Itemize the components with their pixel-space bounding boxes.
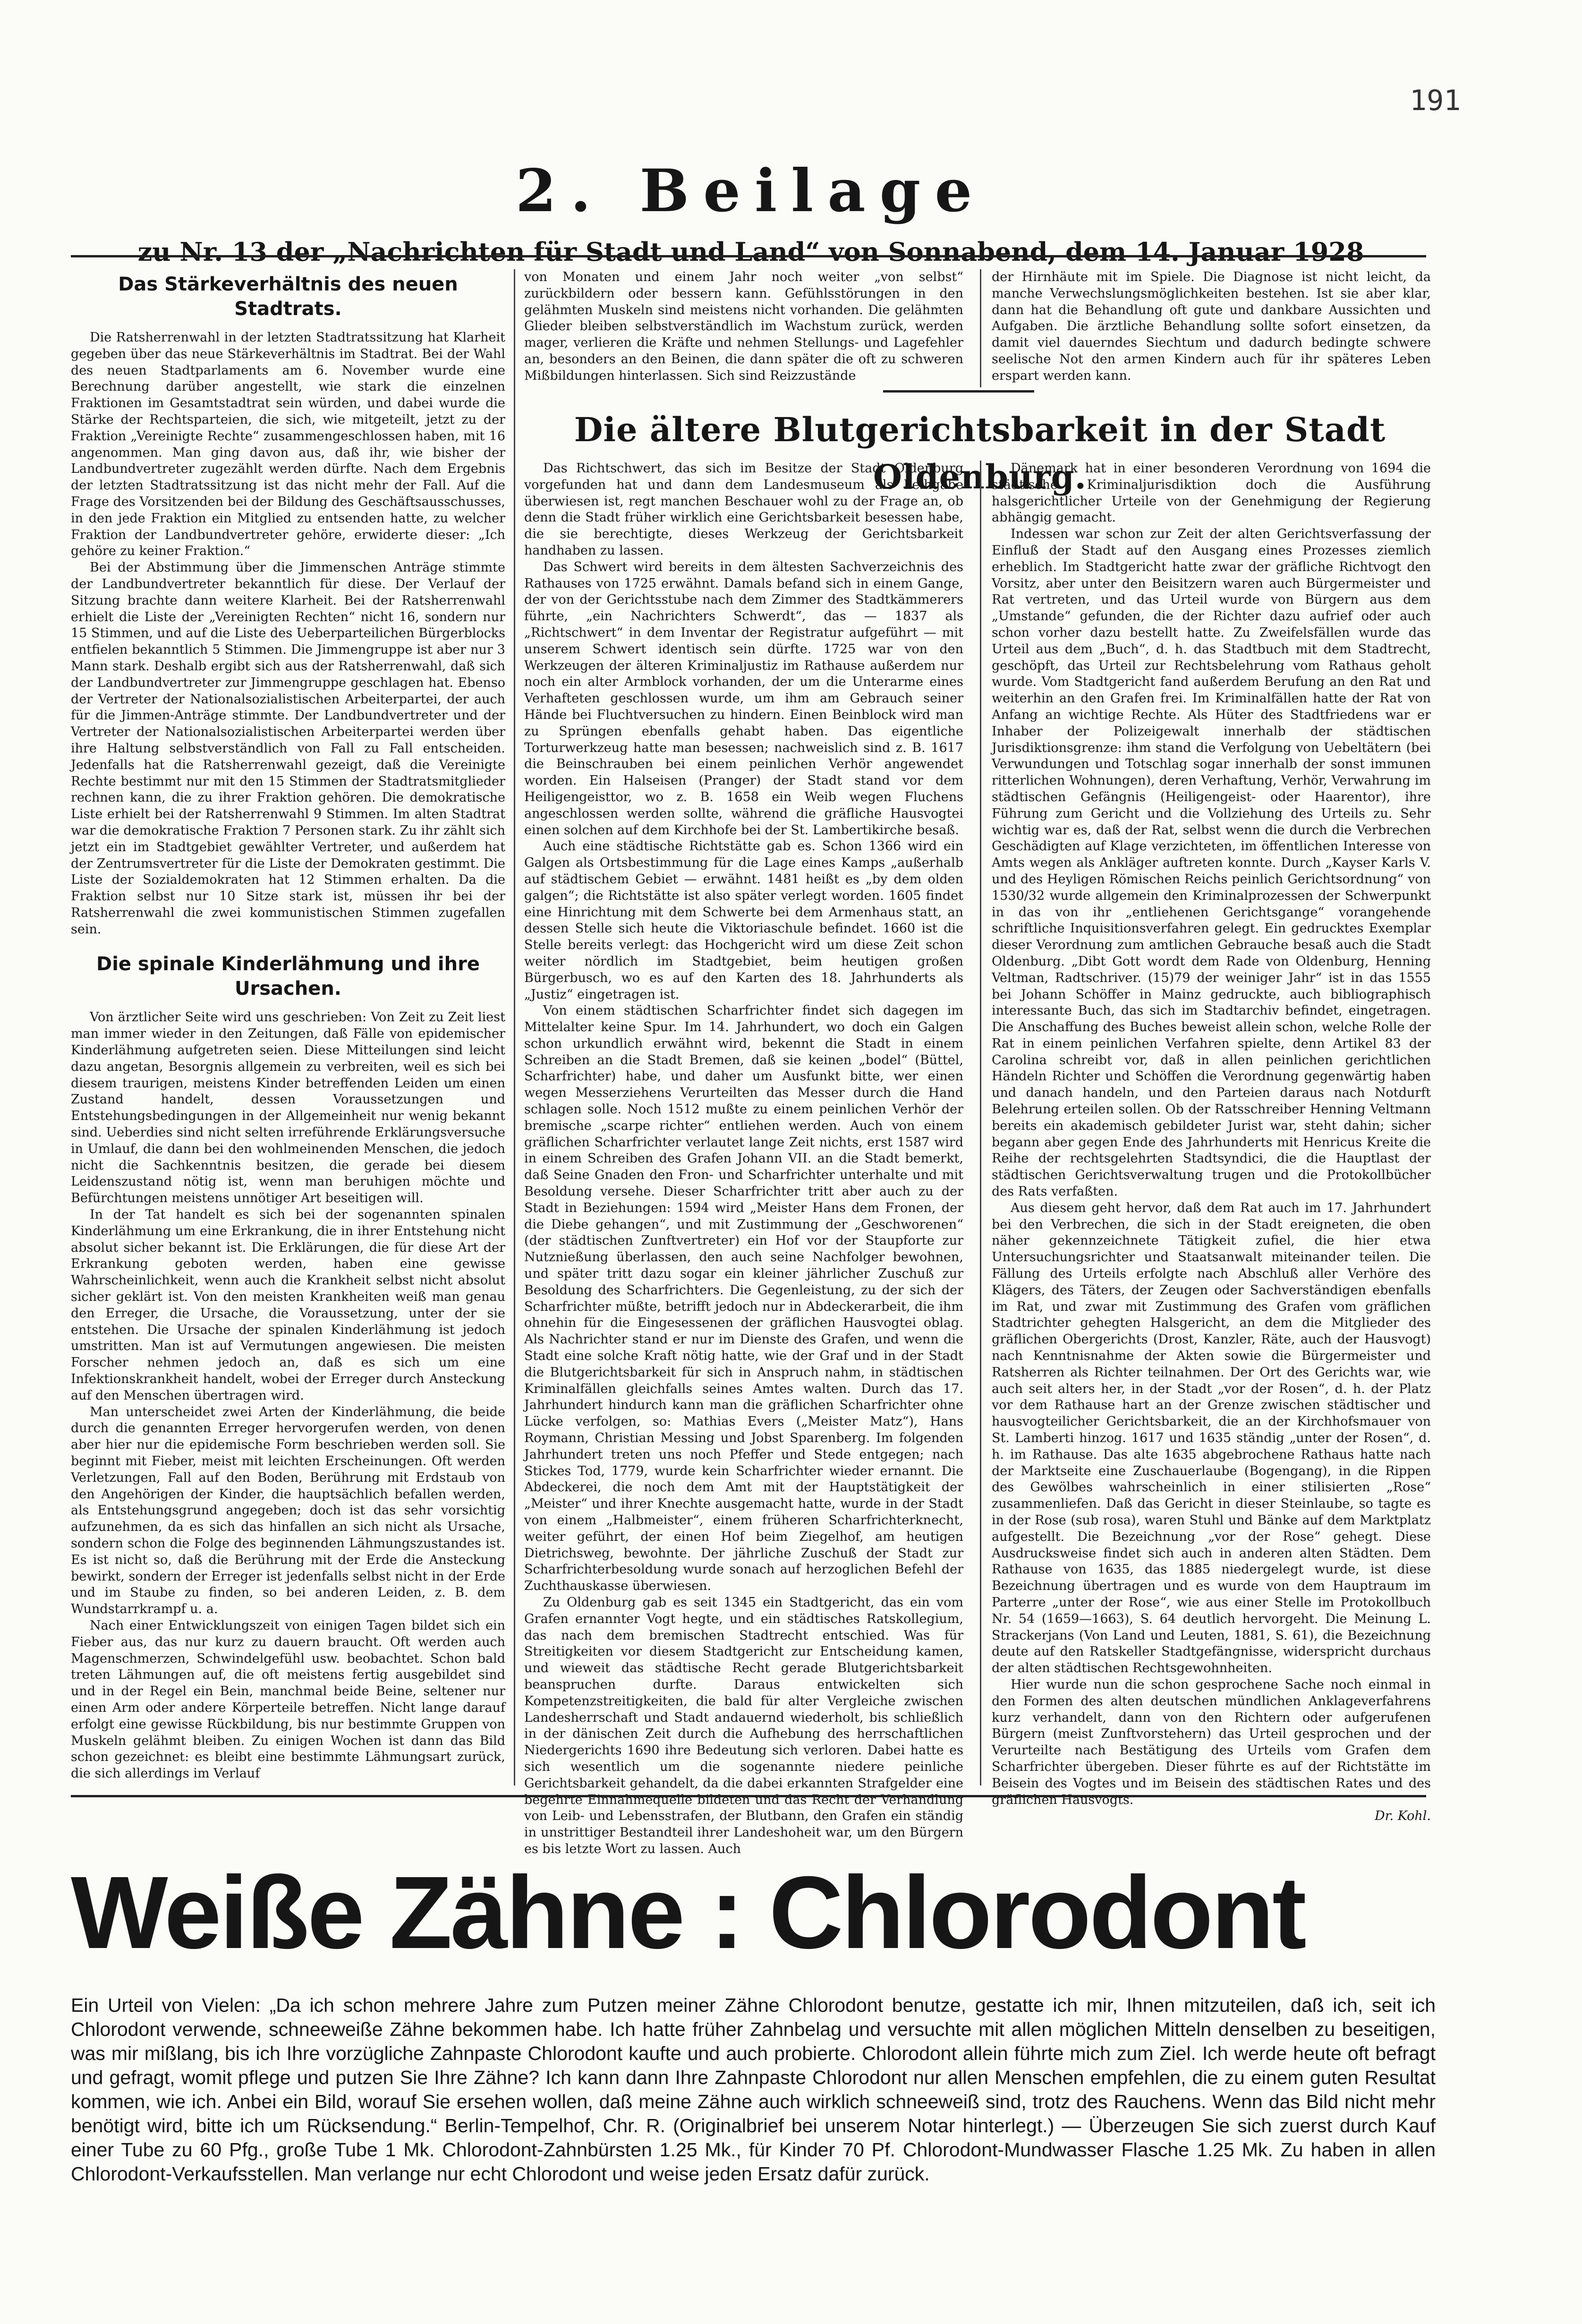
supplement-subtitle: zu Nr. 13 der „Nachrichten für Stadt und Land“ von Sonnabend, dem 14. Januar 1928 (137, 237, 1364, 267)
article-title-stadtrat: Das Stärkeverhältnis des neuen Stadtrats. (118, 273, 458, 320)
paragraph: Das Richtschwert, das sich im Besitze der Stadt Oldenburg vorgefunden hat und dann dem Landesmuseum als Leihgabe überwiesen ist, regt manchen Beschauer wohl zu der Frage an, ob denn die Stadt früher wirklich eine Gerichtsbarkeit besessen habe, die sie berechtigte, dieses Werkzeug der Gerichtsbarkeit handhaben zu lassen. (524, 461, 963, 558)
paragraph: Zu Oldenburg gab es seit 1345 ein Stadtgericht, das ein vom Grafen ernannter Vogt hegte, und ein städtisches Ratskollegium, das nach dem bremischen Stadtrecht entschied. Was für Streitigkeiten vor diesem Stadtgericht zur Entscheidung kamen, und wieweit das städtische Recht gerade Blutgerichtsbarkeit beanspruchen durfte. Daraus entwickelten sich Kompetenzstreitigkeiten, die bald für alter Vergleiche zwischen Landesherrschaft und Stadt andauernd wiederholt, bis schließlich in der dänischen Zeit durch die Aufhebung des herrschaftlichen Niedergerichts 1690 ihre Bedeutung sich verloren. Dabei hatte es sich wesentlich um die sogenannte niedere peinliche Gerichtsbarkeit gehandelt, da die dabei erkannten Strafgelder eine begehrte Einnahmequelle bildeten und das Recht der Verhandlung von Leib- und Lebensstrafen, der Blutbann, den Grafen ein ständig in unstrittiger Bestandteil ihrer Landeshoheit war, um den Bürgern es bis letzte Wort zu lassen. Auch (524, 1595, 963, 1856)
masthead (71, 156, 1431, 268)
paragraph: von Monaten und einem Jahr noch weiter „von selbst“ zurückbildern oder bessern kann. Gefühlsstörungen in den gelähmten Muskeln sind meistens nicht vorhanden. Die gelähmten Glieder bleiben selbstverständlich im Wachstum zurück, werden mager, verlieren die Kräfte und nehmen Stellungs- und Lagefehler an, besonders an den Beinen, die dann später die oft zu schweren Mißbildungen hinterlassen. Sich sind Reizzustände (524, 270, 963, 383)
page-number: 191 (1410, 84, 1461, 117)
ad-headline: Weiße Zähne : Chlorodont (71, 1855, 1305, 1970)
column-blutgericht-1 (524, 461, 963, 1856)
column-divider (514, 269, 515, 1786)
paragraph: Hier wurde nun die schon gesprochene Sache noch einmal in den Formen des alten deutschen mündlichen Anklageverfahrens kurz verhandelt, dann von den Richtern oder aufgerufenen Bürgern (meist Zunftvorstehern) das Urteil gesprochen und der Verurteilte nach Bestätigung des Urteils vom Grafen dem Scharfrichter übergeben. Dieser führte es auf der Richtstätte im Beisein des Vogtes und im Beisein des städtischen Rates und des gräflichen Hausvogts. (992, 1677, 1431, 1807)
advertisement-rule (71, 1795, 1426, 1797)
paragraph: Auch eine städtische Richtstätte gab es. Schon 1366 wird ein Galgen als Ortsbestimmung für die Lage eines Kamps „außerhalb auf städtischem Gebiet — erwähnt. 1481 heißt es „by dem olden galgen“; die Richtstätte ist also später verlegt worden. 1605 findet eine Hinrichtung mit dem Schwerte bei dem Armenhaus statt, an dessen Stelle sich heute die Viktoriaschule befindet. 1660 ist die Stelle bereits verlegt: das Hochgericht wird um diese Zeit schon weiter nördlich im Stadtgebiet, beim heutigen großen Bürgerbusch, wo es auf den Karten des 18. Jahrhunderts als „Justiz“ eingetragen ist. (524, 839, 963, 1002)
paragraph: Von einem städtischen Scharfrichter findet sich dagegen im Mittelalter keine Spur. Im 14. Jahrhundert, wo doch ein Galgen schon urkundlich erwähnt wird, bekennt die Stadt in einem Schreiben an die Stadt Bremen, daß sie keinen „bodel“ (Büttel, Scharfrichter) habe, und daher um Ausfunkt bitte, wer einen wegen Messerziehens Verurteilten das Messer durch die Hand schlagen solle. Noch 1512 mußte zu einem peinlichen Verhör der bremische „scarpe richter“ entliehen werden. Auch von einem gräflichen Scharfrichter verlautet lange Zeit nichts, erst 1587 wird in einem Schreiben des Grafen Johann VII. an die Stadt bemerkt, daß Seine Gnaden den Fron- und Scharfrichter unterhalte und mit Besoldung versehe. Dieser Scharfrichter tritt aber auch zu der Stadt in Beziehungen: 1594 wird „Meister Hans dem Fronen, der die Diebe gehangen“, und mit Zustimmung der „Geschworenen“ (der städtischen Zunftvertreter) ein Hof vor der Staupforte zur Nutznießung überlassen, den auch seine Nachfolger bewohnen, und später tritt dazu sogar ein kleiner jährlicher Zuschuß zur Besoldung des Scharfrichters. Die Gegenleistung, zu der sich der Scharfrichter müßte, betrifft jedoch nur in Abdeckerarbeit, die ihm ohnehin für die Eingesessenen der gräflichen Hausvogtei oblag. Als Nachrichter stand er nur im Dienste des Grafen, und wenn die Stadt eine solche Kraft nötig hatte, wie der Graf und in der Stadt die Blutgerichtsbarkeit für sich in Anspruch nahm, in städtischen Kriminalfällen gleichfalls seines Amtes walten. Durch das 17. Jahrhundert hindurch kann man die gräflichen Scharfrichter ohne Lücke verfolgen, so: Mathias Evers („Meister Matz“), Hans Roymann, Christian Messing und Jobst Sparenberg. Im folgenden Jahrhundert treten uns noch Pfeffer und Stede entgegen; nach Stickes Tod, 1779, wurde kein Scharfrichter wieder ernannt. Die Abdeckerei, die noch dem Amt mit der Hauptstätigkeit der „Meister“ und ihrer Knechte ausgemacht hatte, wurde in der Stadt von einem „Halbmeister“, einem früheren Scharfrichterknecht, weiter geführt, der einen Hof beim Ziegelhof, am heutigen Dietrichsweg, bewohnte. Der jährliche Zuschuß der Stadt zur Scharfrichterbesoldung wurde sonach auf herzoglichen Befehl der Zuchthauskasse überwiesen. (524, 1003, 963, 1594)
column-kinderlaehmung-cont-2 (992, 269, 1431, 387)
ad-text: Ein Urteil von Vielen: „Da ich schon mehrere Jahre zum Putzen meiner Zähne Chlorodont benutze, gestatte ich mir, Ihnen mitzuteilen, daß ich, seit ich Chlorodont verwende, schneeweiße Zähne bekommen habe. Ich hatte früher Zahnbelag und versuchte mit allen möglichen Mitteln denselben zu beseitigen, was mir mißlang, bis ich Ihre vorzügliche Zahnpaste Chlorodont kaufte und auch probierte. Chlorodont allein führte mich zum Ziel. Ich werde heute oft befragt und gefragt, womit pflege und putzen Sie Ihre Zähne? Ich kann dann Ihre Zahnpaste Chlorodont nur allen Menschen empfehlen, die zu einem guten Resultat kommen, wie ich. Anbei ein Bild, worauf Sie ersehen wollen, daß meine Zähne auch wirklich schneeweiß sind, trotz des Rauchens. Wenn das Bild nicht mehr benötigt wird, bitte ich um Rücksendung.“ Berlin-Tempelhof, Chr. R. (Originalbrief bei unserem Notar hinterlegt.) — Überzeugen Sie sich zuerst durch Kauf einer Tube zu 60 Pfg., große Tube 1 Mk. Chlorodont-Zahnbürsten 1.25 Mk., für Kinder 70 Pf. Chlorodont-Mundwasser Flasche 1.25 Mk. Zu haben in allen Chlorodont-Verkaufsstellen. Man verlange nur echt Chlorodont und weise jeden Ersatz dafür zurück. (71, 1994, 1436, 2185)
paragraph: Das Schwert wird bereits in dem ältesten Sachverzeichnis des Rathauses von 1725 erwähnt. Damals befand sich in einem Gange, der von der Gerichtsstube nach dem Zimmer des Stadtkämmerers führte, „ein Nachrichters Schwerdt“, das — 1837 als „Richtschwert“ in dem Inventar der Registratur aufgeführt — mit unserem Schwert identisch sein dürfte. 1725 war von den Werkzeugen der älteren Kriminaljustiz im Rathause außerdem nur noch ein alter Armblock vorhanden, der um die Unterarme eines Verhafteten geschlossen wurde, um ihm am Gebrauch seiner Hände bei Fluchtversuchen zu hindern. Einen Beinblock wird man zu Sprüngen ebenfalls gehabt haben. Das eigentliche Torturwerkzeug hatte man besessen; nachweislich sind z. B. 1617 die Beinschrauben bei einem peinlichen Verhör angewendet worden. Ein Halseisen (Pranger) der Stadt stand vor dem Heiligengeisttor, wo z. B. 1658 ein Weib wegen Fluchens angeschlossen werden sollte, während die gräfliche Hausvogtei einen solchen auf dem Kirchhofe bei der St. Lambertikirche besaß. (524, 559, 963, 837)
paragraph: Aus diesem geht hervor, daß dem Rat auch im 17. Jahrhundert bei den Verbrechen, die sich in der Stadt ereigneten, die oben näher gekennzeichnete Tätigkeit zufiel, die hier etwa Untersuchungsrichter und Staatsanwalt miteinander teilen. Die Fällung des Urteils erfolgte nach Abschluß aller Verhöre des Klägers, des Täters, der Zeugen oder Sachverständigen ebenfalls im Rat, und zwar mit Zustimmung des Grafen vom gräflichen Stadtrichter gehegten Halsgericht, an dem die Mitglieder des gräflichen Obergerichts (Drost, Kanzler, Räte, auch der Hausvogt) nach Kenntnisnahme der Akten sowie die Bürgermeister und Ratsherren als Richter teilnahmen. Der Ort des Gerichts war, wie auch seit alters her, in der Stadt „vor der Rosen“, d. h. der Platz vor dem Rathause hart an der Grenze zwischen städtischer und hausvogteilicher Gerichtsbarkeit, die an der Kirchhofsmauer von St. Lamberti hinzog. 1617 und 1635 ständig „unter der Rosen“, d. h. im Rathause. Das alte 1635 abgebrochene Rathaus hatte nach der Marktseite eine Zuschauerlaube (Bogengang), in die Rippen des Gewölbes wahrscheinlich in einer stilisierten „Rose“ zusammenliefen. Daß das Gericht in dieser Steinlaube, so tagte es in der Rose (sub rosa), waren Stuhl und Bänke auf dem Marktplatz aufgestellt. Die Bezeichnung „vor der Rose“ gehegt. Diese Ausdrucksweise findet sich auch in anderen alten Städten. Dem Rathause von 1635, das 1885 niedergelegt wurde, ist diese Bezeichnung übertragen und es wurde von dem Hauptraum im Parterre „unter der Rose“, wie aus einer Stelle im Protokollbuch Nr. 54 (1659—1663), S. 64 deutlich hervorgeht. Die Meinung L. Strackerjans (Von Land und Leuten, 1881, S. 61), die Bezeichnung deute auf den Ratskeller Stadtgefängnisse, widerspricht durchaus der alten städtischen Rechtsgewohnheiten. (992, 1200, 1431, 1676)
paragraph: der Hirnhäute mit im Spiele. Die Diagnose ist nicht leicht, da manche Verwechslungsmöglichkeiten bestehen. Ist sie aber klar, dann hat die Behandlung oft gute und dankbare Aussichten und Aufgaben. Die ärztliche Behandlung sollte sofort einsetzen, da damit viel dauerndes Siechtum und dadurch bedingte schwere seelische Not den armen Kindern auch für ihr späteres Leben erspart werden kann. (992, 270, 1431, 383)
paragraph: Man unterscheidet zwei Arten der Kinderlähmung, die beide durch die genannten Erreger hervorgerufen werden, von denen aber hier nur die epidemische Form beschrieben werden soll. Sie beginnt mit Fieber, meist mit leichten Erscheinungen. Oft werden Verletzungen, Fall auf den Boden, Berührung mit Erdstaub von den Angehörigen der Kinder, die hauptsächlich befallen werden, als Entstehungsgrund angegeben; doch ist das sehr vorsichtig aufzunehmen, da es sich das hinfallen an sich nicht als Ursache, sondern schon die Folge des beginnenden Lähmungszustandes ist. Es ist nicht so, daß die Berührung mit der Erde die Ansteckung bewirkt, sondern der Erreger ist jedenfalls selbst nicht in der Erde und im Staube zu finden, so bei anderen Leiden, z. B. dem Wundstarrkrampf u. a. (71, 1404, 505, 1617)
supplement-title: 2. Beilage (515, 157, 987, 225)
paragraph: Dänemark hat in einer besonderen Verordnung von 1694 die städtische Kriminaljurisdiktion doch die Ausführung halsgerichtlicher Urteile von der Genehmigung der Regierung abhängig gemacht. (992, 461, 1431, 525)
paragraph: In der Tat handelt es sich bei der sogenannten spinalen Kinderlähmung um eine Erkrankung, die in ihrer Entstehung nicht absolut sicher bekannt ist. Die Erklärungen, die für diese Art der Erkrankung geboten werden, haben eine gewisse Wahrscheinlichkeit, wenn auch die Krankheit selbst nicht absolut sicher geklärt ist. Von den meisten Krankheiten weiß man genau den Erreger, die Ursache, die Voraussetzung, unter der sie entstehen. Die Ursache der spinalen Kinderlähmung ist jedoch umstritten. Man ist auf Vermutungen angewiesen. Die meisten Forscher nehmen jedoch an, daß es sich um eine Infektionskrankheit handelt, wobei der Erreger durch Ansteckung auf den Menschen übertragen wird. (71, 1207, 505, 1403)
column-kinderlaehmung-cont-1 (524, 269, 963, 387)
column-blutgericht-2 (992, 461, 1431, 1824)
paragraph: Bei der Abstimmung über die Jimmenschen Anträge stimmte der Landbundvertreter bekanntlich für diese. Der Verlauf der Sitzung brachte dann weitere Klarheit. Bei der Ratsherrenwahl erhielt die Liste der „Vereinigten Rechten“ nicht 16, sondern nur 15 Stimmen, und auf die Liste des Ueberparteilichen Bürgerblocks entfielen bekanntlich 5 Stimmen. Die Jimmengruppe ist aber nur 3 Mann stark. Deshalb ergibt sich aus der Ratsherrenwahl, daß sich der Landbundvertreter zur Jimmengruppe geschlagen hat. Ebenso der Vertreter der Nationalsozialistischen Arbeiterpartei, der auch für die Jimmen-Anträge stimmte. Der Landbundvertreter und der Vertreter der Nationalsozialistischen Arbeiterpartei werden über ihre Haltung selbstverständlich von Fall zu Fall entscheiden. Jedenfalls hat die Ratsherrenwahl gezeigt, daß die Vereinigte Rechte bestimmt nur mit den 15 Stimmen der Stadtratsmitglieder rechnen kann, die zu ihrer Fraktion gehören. Die demokratische Liste erhielt bei der Ratsherrenwahl 9 Stimmen. Im alten Stadtrat war die demokratische Fraktion 7 Personen stark. Zu ihr zählt sich jetzt ein im Stadtgebiet gewählter Vertreter, und außerdem hat der Zentrumsvertreter für die Liste der Demokraten gestimmt. Die Liste der Sozialdemokraten hat 12 Stimmen erhalten. Da die Fraktion selbst nur 10 Sitze stark ist, müssen ihr bei der Ratsherrenwahl die zwei kommunistischen Stimmen zugefallen sein. (71, 560, 505, 937)
paragraph: Indessen war schon zur Zeit der alten Gerichtsverfassung der Einfluß der Stadt auf den Ausgang eines Prozesses ziemlich erheblich. Im Stadtgericht hatte zwar der gräfliche Richtvogt den Vorsitz, aber unter den Beisitzern waren auch Bürgermeister und Rat vertreten, und das Urteil wurde von Bürgern aus dem „Umstande“ gefunden, die der Richter dazu aufrief oder auch schon vorher dazu bestellt hatte. Zu Zweifelsfällen wurde das Urteil aus dem „Buch“, d. h. das Stadtbuch mit dem Stadtrecht, geschöpft, das Urteil zur Rechtsbelehrung vom Rathaus geholt wurde. Vom Stadtgericht fand außerdem Berufung an den Rat und weiterhin an den Grafen frei. Im Kriminalfällen hatte der Rat von Anfang an wichtige Rechte. Als Hüter des Stadtfriedens war er Inhaber der Polizeigewalt innerhalb der städtischen Jurisdiktionsgrenze: ihm stand die Verfolgung von Uebeltätern (bei Verwundungen und Totschlag sogar innerhalb der sonst immunen ritterlichen Wohnungen), deren Verhaftung, Verhör, Verwahrung im städtischen Gefängnis (Heiligengeist- oder Haarentor), ihre Führung zum Gericht und die Vollziehung des Urteils zu. Sehr wichtig war es, daß der Rat, selbst wenn die durch die Verbrechen Geschädigten auf Klage verzichteten, im öffentlichen Interesse von Amts wegen als Ankläger auftreten konnte. Durch „Kayser Karls V. und des Heyligen Römischen Reichs peinlich Gerichtsordnung“ von 1530/32 wurde allgemein den Kriminalprozessen der Schwerpunkt in das von ihr „entliehenen Gerichtsgange“ vorangehende schriftliche Inquisitionsverfahren gelegt. Ein gedrucktes Exemplar dieser Verordnung zum amtlichen Gebrauche besaß auch die Stadt Oldenburg. „Dibt Gott wordt dem Rade von Oldenburg, Henning Veltman, Radtschriver. (15)79 der weiniger Jahr“ ist in das 1555 bei Johann Schöffer in Mainz gedruckte, auch bibliographisch interessante Buch, das sich im Stadtarchiv befindet, eingetragen. Die Anschaffung des Buches beweist allein schon, welche Rolle der Rat in einem peinlichen Verfahren spielte, denn Artikel 83 der Carolina schreibt vor, daß in allen peinlichen gerichtlichen Händeln Richter und Schöffen die Verordnung gegenwärtig haben und danach handeln, und den Parteien daraus nach Notdurft Belehrung erteilen sollen. Ob der Ratsschreiber Henning Veltmann bereits ein akademisch gebildeter Jurist war, steht dahin; sicher begann aber gegen Ende des Jahrhunderts mit Henricus Kreite die Reihe der rechtsgelehrten Stadtsyndici, die die Hauptlast der städtischen Gerichtsverwaltung trugen und die Protokollbücher des Rats verfaßten. (992, 527, 1431, 1199)
column-divider (980, 461, 981, 1786)
separator-rule (883, 390, 1034, 393)
paragraph: Von ärztlicher Seite wird uns geschrieben: Von Zeit zu Zeit liest man immer wieder in den Zeitungen, daß Fälle von epidemischer Kinderlähmung aufgetreten seien. Diese Mitteilungen sind leicht dazu angetan, Besorgnis allgemein zu verbreiten, weil es sich bei diesem traurigen, meistens Kinder betreffenden Leiden um einen Zustand handelt, dessen Voraussetzungen und Entstehungsbedingungen in der Allgemeinheit nur wenig bekannt sind. Ueberdies sind nicht selten irreführende Erklärungsversuche in Umlauf, die dann bei den wohlmeinenden Menschen, die jedoch nicht die Sachkenntnis besitzen, die gerade bei diesem Leidenszustand nötig ist, wenn man beruhigen möchte und Befürchtungen meistens unnötiger Art beseitigen will. (71, 1010, 505, 1206)
paragraph: Nach einer Entwicklungszeit von einigen Tagen bildet sich ein Fieber aus, das nur kurz zu dauern braucht. Oft werden auch Magenschmerzen, Schwindelgefühl usw. beobachtet. Schon bald treten Lähmungen auf, die oft meistens fertig ausgebildet sind und in der Regel ein Bein, manchmal beide Beine, seltener nur einen Arm oder andere Körperteile betreffen. Nicht lange darauf erfolgt eine gewisse Rückbildung, bis nur bestimmte Gruppen von Muskeln gelähmt bleiben. Zu einigen Wochen ist dann das Bild schon gezeichnet: es bleibt eine bestimmte Lähmungsart zurück, die sich allerdings im Verlauf (71, 1618, 505, 1781)
column-divider (980, 269, 981, 387)
paragraph: Die Ratsherrenwahl in der letzten Stadtratssitzung hat Klarheit gegeben über das neue Stärkeverhältnis im Stadtrat. Bei der Wahl des neuen Stadtparlaments am 6. November wurde eine Berechnung darüber angestellt, wie stark die einzelnen Fraktionen im Gesamtstadtrat sein würden, und dabei wurde die Stärke der Rechtsparteien, die sich, wie mitgeteilt, jetzt zu der Fraktion „Vereinigte Rechte“ zusammengeschlossen haben, mit 16 angenommen. Man ging davon aus, daß ihr, wie bisher der Landbundvertreter zugezählt werden dürfte. Nach dem Ergebnis der letzten Stadtratssitzung ist das nicht mehr der Fall. Auf die Frage des Vorsitzenden bei der Bildung des Geschäftsausschusses, in den jede Fraktion ein Mitglied zu entsenden hatte, zu welcher Fraktion der Landbundvertreter gehöre, erwiderte dieser: „Ich gehöre zu keiner Fraktion.“ (71, 330, 505, 559)
column-left (71, 269, 505, 1786)
article-title-kinderlaehmung: Die spinale Kinderlähmung und ihre Ursachen. (96, 953, 480, 1000)
author-signature: Dr. Kohl. (1374, 1809, 1431, 1824)
article-title-blutgerichtsbarkeit: Die ältere Blutgerichtsbarkeit in der Stadt Oldenburg. (574, 410, 1386, 496)
masthead-rule (71, 255, 1426, 257)
